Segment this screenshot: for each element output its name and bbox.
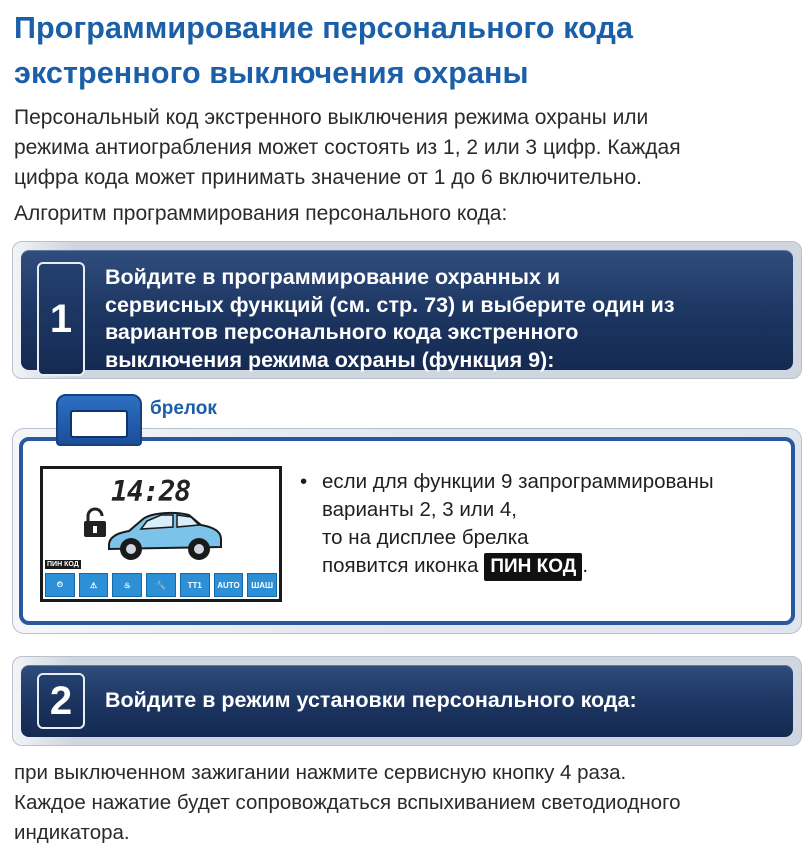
heater-icon: ♨	[112, 573, 142, 597]
step-1-panel	[21, 250, 793, 370]
bullet-line-4-prefix: появится иконка	[322, 554, 479, 577]
step-1-line-2: сервисных функций (см. стр. 73) и выберите один из	[105, 292, 675, 317]
title-line-1: Программирование персонального кода	[14, 11, 634, 45]
bullet-line-3: то на дисплее брелка	[322, 526, 529, 549]
bullet-marker: •	[300, 470, 308, 493]
turbo-timer-icon: TT1	[180, 573, 210, 597]
car-icon	[103, 503, 227, 565]
key-fob-icon	[56, 394, 142, 446]
step-2-text: Войдите в режим установки персонального кода:	[105, 688, 637, 712]
outro-line-2: Каждое нажатие будет сопровождаться вспыхиванием светодиодного	[14, 791, 681, 814]
intro-paragraph	[14, 103, 804, 193]
timer-icon: ⏲	[45, 573, 75, 597]
step-1-number: 1	[37, 262, 85, 376]
fob-lcd-display	[40, 466, 282, 602]
step-2-panel	[21, 665, 793, 737]
step-1-text	[105, 264, 777, 374]
pin-code-badge: ПИН КОД	[484, 553, 582, 581]
step-1-block	[12, 241, 802, 379]
intro-line-1: Персональный код экстренного выключения режима охраны или	[14, 106, 649, 129]
step-1-line-1: Войдите в программирование охранных и	[105, 265, 561, 289]
step-1-line-3: вариантов персонального кода экстренного	[105, 320, 579, 344]
alarm-icon: ШАШ	[247, 573, 277, 597]
outro-line-3: индикатора.	[14, 821, 130, 844]
wrench-icon: 🔧	[146, 573, 176, 597]
bullet-line-4	[322, 552, 792, 581]
lcd-icon-row	[45, 573, 277, 597]
step-2-number: 2	[37, 673, 85, 729]
warning-icon: ⚠	[79, 573, 109, 597]
page-title	[14, 6, 804, 96]
algorithm-label: Алгоритм программирования персонального кода:	[14, 202, 508, 225]
bullet-line-1: если для функции 9 запрограммированы	[322, 470, 714, 493]
outro-line-1: при выключенном зажигании нажмите сервисную кнопку 4 раза.	[14, 761, 627, 784]
key-fob-screen-icon	[70, 410, 128, 438]
bullet-line-4-suffix: .	[582, 554, 589, 577]
intro-line-3: цифра кода может принимать значение от 1 до 6 включительно.	[14, 166, 642, 189]
bullet-text	[322, 468, 792, 581]
fob-label: брелок	[150, 398, 217, 419]
intro-line-2: режима антиограбления может состоять из 1, 2 или 3 цифр. Каждая	[14, 136, 681, 159]
step-1-line-4: выключения режима охраны (функция 9):	[105, 347, 555, 372]
step-2-block	[12, 656, 802, 746]
auto-icon: AUTO	[214, 573, 244, 597]
lcd-pin-label: ПИН КОД	[47, 561, 79, 568]
bullet-line-2: варианты 2, 3 или 4,	[322, 498, 518, 521]
title-line-2: экстренного выключения охраны	[14, 56, 529, 90]
lcd-time: 14:28	[111, 475, 191, 508]
outro-paragraph	[14, 758, 804, 848]
